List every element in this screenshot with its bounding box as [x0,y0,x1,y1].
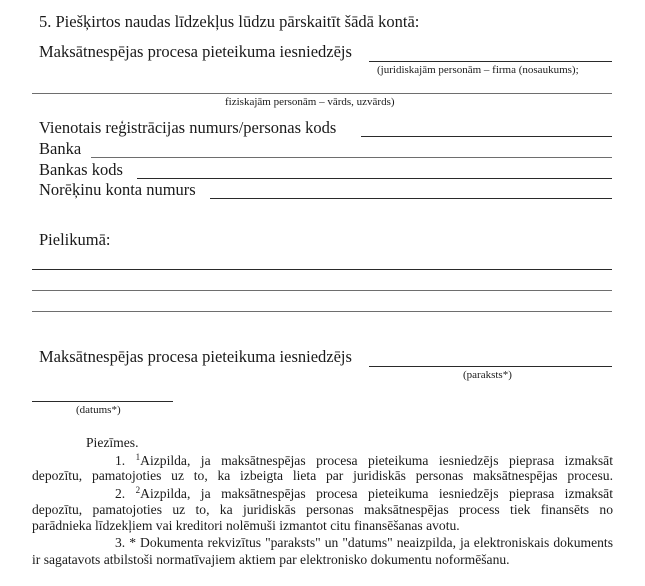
attachment-line-1[interactable] [32,269,612,270]
attachment-line-3[interactable] [32,311,612,312]
bank-code-label: Bankas kods [39,160,123,179]
note-3-text-1: * Dokumenta rekvizītus "paraksts" un "datums" neaizpilda, ja elektroniskais dokuments [129,535,613,550]
notes-title: Piezīmes. [86,435,139,450]
applicant-hint-legal: (juridiskajām personām – firma (nosaukums); [377,64,579,76]
note-2-text-1: Aizpilda, ja maksātnespējas procesa pieteikuma iesniedzējs pieprasa izmaksāt [140,486,613,501]
bank-field[interactable] [91,157,612,158]
applicant-hint-natural: fiziskajām personām – vārds, uzvārds) [225,96,395,108]
note-3-line-1 [115,536,613,550]
account-number-label: Norēķinu konta numurs [39,180,196,199]
account-number-field[interactable] [210,198,612,199]
note-2-line-2: depozītu, pamatojoties uz to, ka juridiskās personas maksātnespējas process tiek finansēts no [32,502,613,517]
note-1-line-1 [115,453,613,468]
applicant-label: Maksātnespējas procesa pieteikuma iesniedzējs [39,42,352,61]
note-2-number: 2. [115,486,126,501]
registration-number-label: Vienotais reģistrācijas numurs/personas kods [39,118,337,137]
bank-label: Banka [39,139,82,158]
note-2-line-3: parādnieka līdzekļiem vai kreditori nolēmuši izmantot citu finansēšanas avotu. [32,518,460,533]
note-1-line-2: depozītu, pamatojoties uz to, ka izbeigta lieta par juridiskās personas maksātnespējas procesu. [32,468,613,483]
applicant-name-field[interactable] [369,61,612,62]
note-1-number: 1. [115,453,126,468]
bank-code-field[interactable] [137,178,612,179]
note-2-line-1 [115,486,613,501]
signature-hint: (paraksts*) [463,369,512,381]
note-1-text-1: Aizpilda, ja maksātnespējas procesa pieteikuma iesniedzējs pieprasa izmaksāt [140,453,613,468]
date-hint: (datums*) [76,404,121,416]
attachment-line-2[interactable] [32,290,612,291]
note-1-sup: 1 [135,452,141,462]
signature-field[interactable] [369,366,612,367]
section-heading: 5. Piešķirtos naudas līdzekļus lūdzu pārskaitīt šādā kontā: [39,12,420,31]
note-3-number: 3. [115,535,126,550]
signature-label: Maksātnespējas procesa pieteikuma iesniedzējs [39,347,352,366]
applicant-name-field-continued[interactable] [32,93,612,94]
date-field[interactable] [32,401,173,402]
note-3-line-2: ir sagatavots atbilstoši normatīvajiem aktiem par elektronisko dokumentu noformēšanu. [32,552,510,567]
attachments-label: Pielikumā: [39,230,111,249]
registration-number-field[interactable] [361,136,612,137]
note-2-sup: 2 [135,485,141,495]
